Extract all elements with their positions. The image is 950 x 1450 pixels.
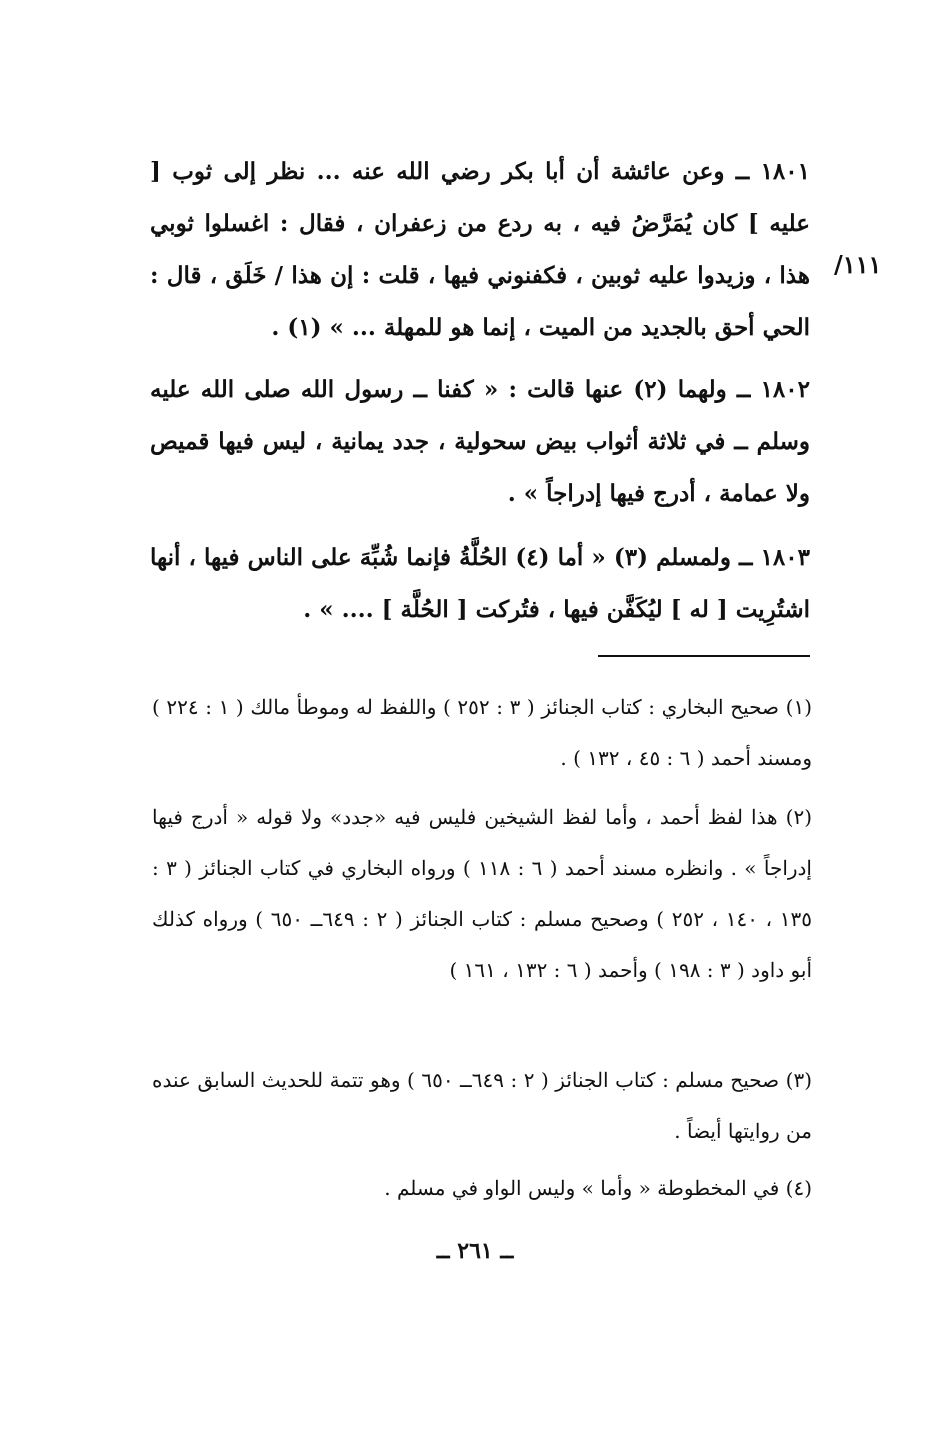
hadith-1802: ١٨٠٢ ــ ولهما (٢) عنها قالت : « كفنا ــ رسول الله صلى الله عليه وسلم ــ في ثلاثة أثواب بيض سحولية ، جدد يمانية ، ليس فيها قميص ولا عمامة ، أدرج فيها إدراجاً » . [150, 376, 810, 507]
footnote-3: (٣) صحيح مسلم : كتاب الجنائز ( ٢ : ٦٤٩ــ ٦٥٠ ) وهو تتمة للحديث السابق عنده من روايتها أيضاً . [152, 1068, 812, 1143]
hadith-1801: ١٨٠١ ــ وعن عائشة أن أبا بكر رضي الله عنه ... نظر إلى ثوب [ عليه ] كان يُمَرَّضُ فيه ، به ردع من زعفران ، فقال : اغسلوا ثوبي هذا ، وزيدوا عليه ثوبين ، فكفنوني فيها ، قلت : إن هذا / خَلَق ، قال : الحي أحق بالجديد من الميت ، إنما هو للمهلة ... » (١) . [150, 158, 810, 341]
margin-reference: ١١١/ [834, 250, 882, 279]
footnote-separator [598, 655, 810, 657]
footnote-1: (١) صحيح البخاري : كتاب الجنائز ( ٣ : ٢٥٢ ) واللفظ له وموطأ مالك ( ١ : ٢٢٤ ) ومسند أحمد ( ٦ : ٤٥ ، ١٣٢ ) . [152, 695, 812, 770]
footnote-4: (٤) في المخطوطة « وأما » وليس الواو في مسلم . [384, 1176, 812, 1200]
footnote-2: (٢) هذا لفظ أحمد ، وأما لفظ الشيخين فليس فيه «جدد» ولا قوله « أدرج فيها إدراجاً » . وانظره مسند أحمد ( ٦ : ١١٨ ) ورواه البخاري في كتاب الجنائز ( ٣ : ١٣٥ ، ١٤٠ ، ٢٥٢ ) وصحيح مسلم : كتاب الجنائز ( ٢ : ٦٤٩ــ ٦٥٠ ) ورواه كذلك أبو داود ( ٣ : ١٩٨ ) وأحمد ( ٦ : ١٣٢ ، ١٦١ ) [152, 805, 813, 982]
page-number: ــ ٢٦١ ــ [436, 1238, 514, 1264]
hadith-1803: ١٨٠٣ ــ ولمسلم (٣) « أما (٤) الحُلَّةُ فإنما شُبِّهَ على الناس فيها ، أنها اشتُرِيت [ له ] ليُكَفَّن فيها ، فتُركت [ الحُلَّة ] .... » . [150, 544, 810, 623]
